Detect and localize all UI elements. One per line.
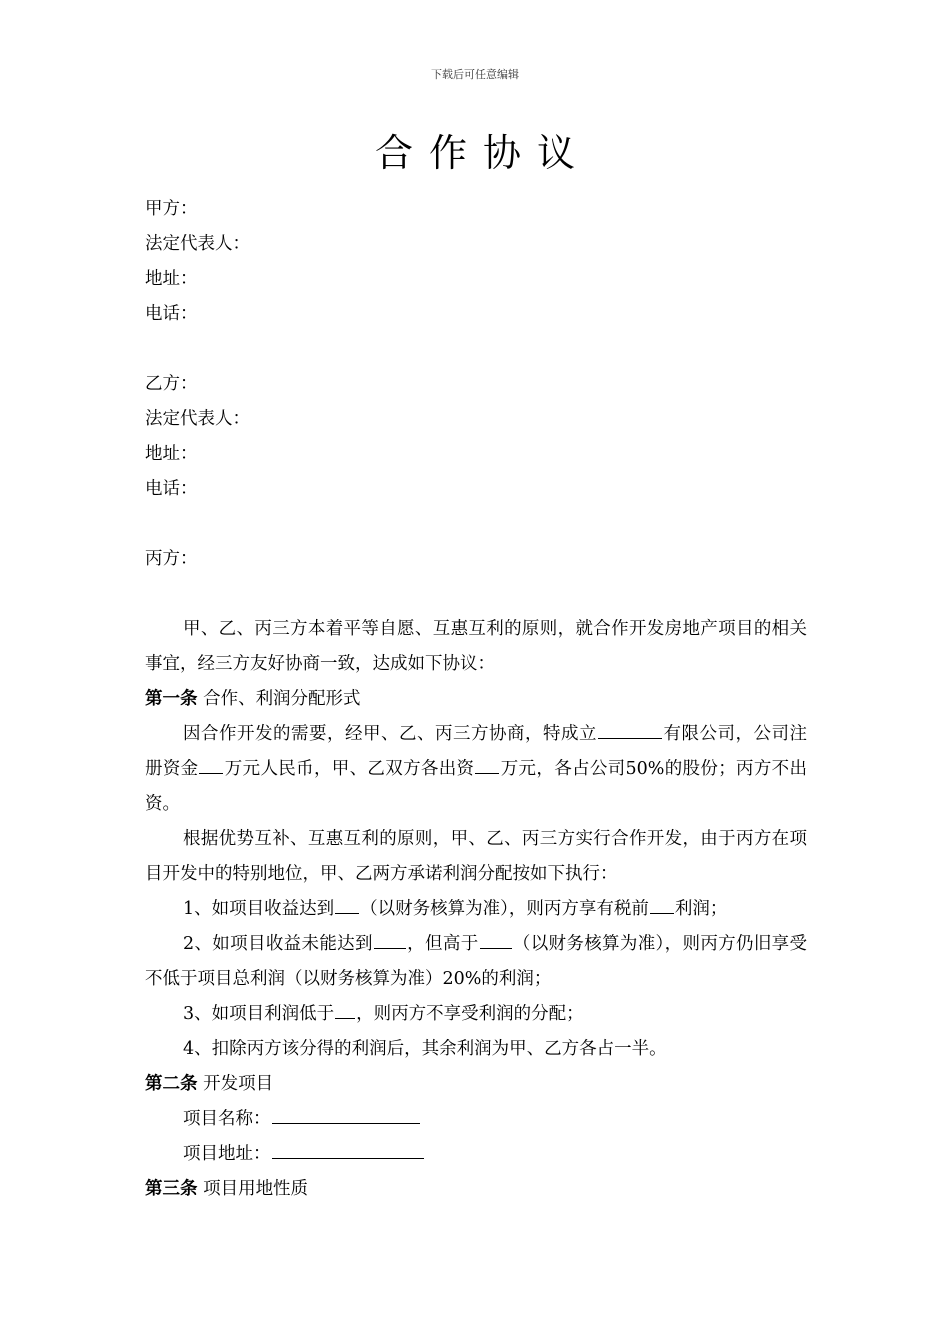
article2-title: 开发项目 bbox=[197, 1074, 274, 1094]
project-name-line bbox=[145, 1102, 807, 1137]
party-b-representative: 法定代表人： bbox=[145, 409, 250, 429]
article3-heading bbox=[145, 1172, 807, 1207]
blank-income-target bbox=[335, 893, 359, 914]
article1-heading bbox=[145, 682, 807, 717]
spacer bbox=[145, 332, 807, 367]
article1-item1 bbox=[145, 892, 807, 927]
intro-paragraph: 甲、乙、丙三方本着平等自愿、互惠互利的原则，就合作开发房地产项目的相关事宜，经三方友好协商一致，达成如下协议： bbox=[145, 619, 807, 674]
article2-number: 第二条 bbox=[145, 1074, 198, 1094]
blank-income-target bbox=[374, 928, 406, 949]
text-segment: 2、如项目收益未能达到 bbox=[183, 934, 373, 954]
party-b-phone: 电话： bbox=[145, 479, 198, 499]
article3-number: 第三条 bbox=[145, 1179, 198, 1199]
page-header-note: 下载后可任意编辑 bbox=[431, 68, 519, 81]
text-segment: 3、如项目利润低于 bbox=[183, 1004, 335, 1024]
text-segment: 因合作开发的需要，经甲、乙、丙三方协商，特成立 bbox=[183, 724, 597, 744]
article3-title: 项目用地性质 bbox=[197, 1179, 309, 1199]
blank-project-name bbox=[272, 1103, 420, 1124]
party-a-representative: 法定代表人： bbox=[145, 234, 250, 254]
blank-company-name bbox=[598, 718, 662, 739]
blank-contribution bbox=[475, 753, 499, 774]
text-segment: （以财务核算为准），则丙方仍旧享受不低于项目总利润（以财务核算为准）20%的利润； bbox=[145, 934, 808, 989]
project-address-label: 项目地址： bbox=[183, 1144, 271, 1164]
blank-profit-floor bbox=[335, 998, 355, 1019]
text-segment: 利润； bbox=[674, 899, 728, 919]
party-a-name: 甲方： bbox=[145, 199, 198, 219]
article1-item4: 4、扣除丙方该分得的利润后，其余利润为甲、乙方各占一半。 bbox=[183, 1039, 667, 1059]
article1-title: 合作、利润分配形式 bbox=[197, 689, 361, 709]
text-segment: 1、如项目收益达到 bbox=[183, 899, 335, 919]
blank-project-address bbox=[272, 1138, 424, 1159]
blank-registered-capital bbox=[199, 753, 223, 774]
spacer bbox=[145, 507, 807, 542]
document-body bbox=[145, 192, 807, 1207]
text-segment: 万元人民币，甲、乙双方各出资 bbox=[224, 759, 475, 779]
article1-paragraph2: 根据优势互补、互惠互利的原则，甲、乙、丙三方实行合作开发，由于丙方在项目开发中的特别地位，甲、乙两方承诺利润分配按如下执行： bbox=[145, 829, 807, 884]
project-address-line bbox=[145, 1137, 807, 1172]
document-title: 合作协议 bbox=[374, 131, 591, 175]
party-a-phone: 电话： bbox=[145, 304, 198, 324]
blank-income-floor bbox=[480, 928, 512, 949]
article1-item2 bbox=[145, 927, 807, 997]
text-segment: 万元，各占公司50%的股份；丙方不出资。 bbox=[145, 759, 808, 814]
party-b-name: 乙方： bbox=[145, 374, 198, 394]
article1-item3 bbox=[145, 997, 807, 1032]
text-segment: 有限公司，公司注册资金 bbox=[145, 724, 807, 779]
text-segment: （以财务核算为准），则丙方享有税前 bbox=[360, 899, 649, 919]
project-name-label: 项目名称： bbox=[183, 1109, 271, 1129]
article2-heading bbox=[145, 1067, 807, 1102]
spacer bbox=[145, 577, 807, 612]
text-segment: ，但高于 bbox=[406, 934, 479, 954]
party-a-address: 地址： bbox=[145, 269, 198, 289]
party-b-address: 地址： bbox=[145, 444, 198, 464]
blank-profit-share bbox=[650, 893, 674, 914]
text-segment: ，则丙方不享受利润的分配； bbox=[356, 1004, 584, 1024]
article1-number: 第一条 bbox=[145, 689, 198, 709]
article1-paragraph1 bbox=[145, 717, 807, 822]
party-c-name: 丙方： bbox=[145, 549, 198, 569]
